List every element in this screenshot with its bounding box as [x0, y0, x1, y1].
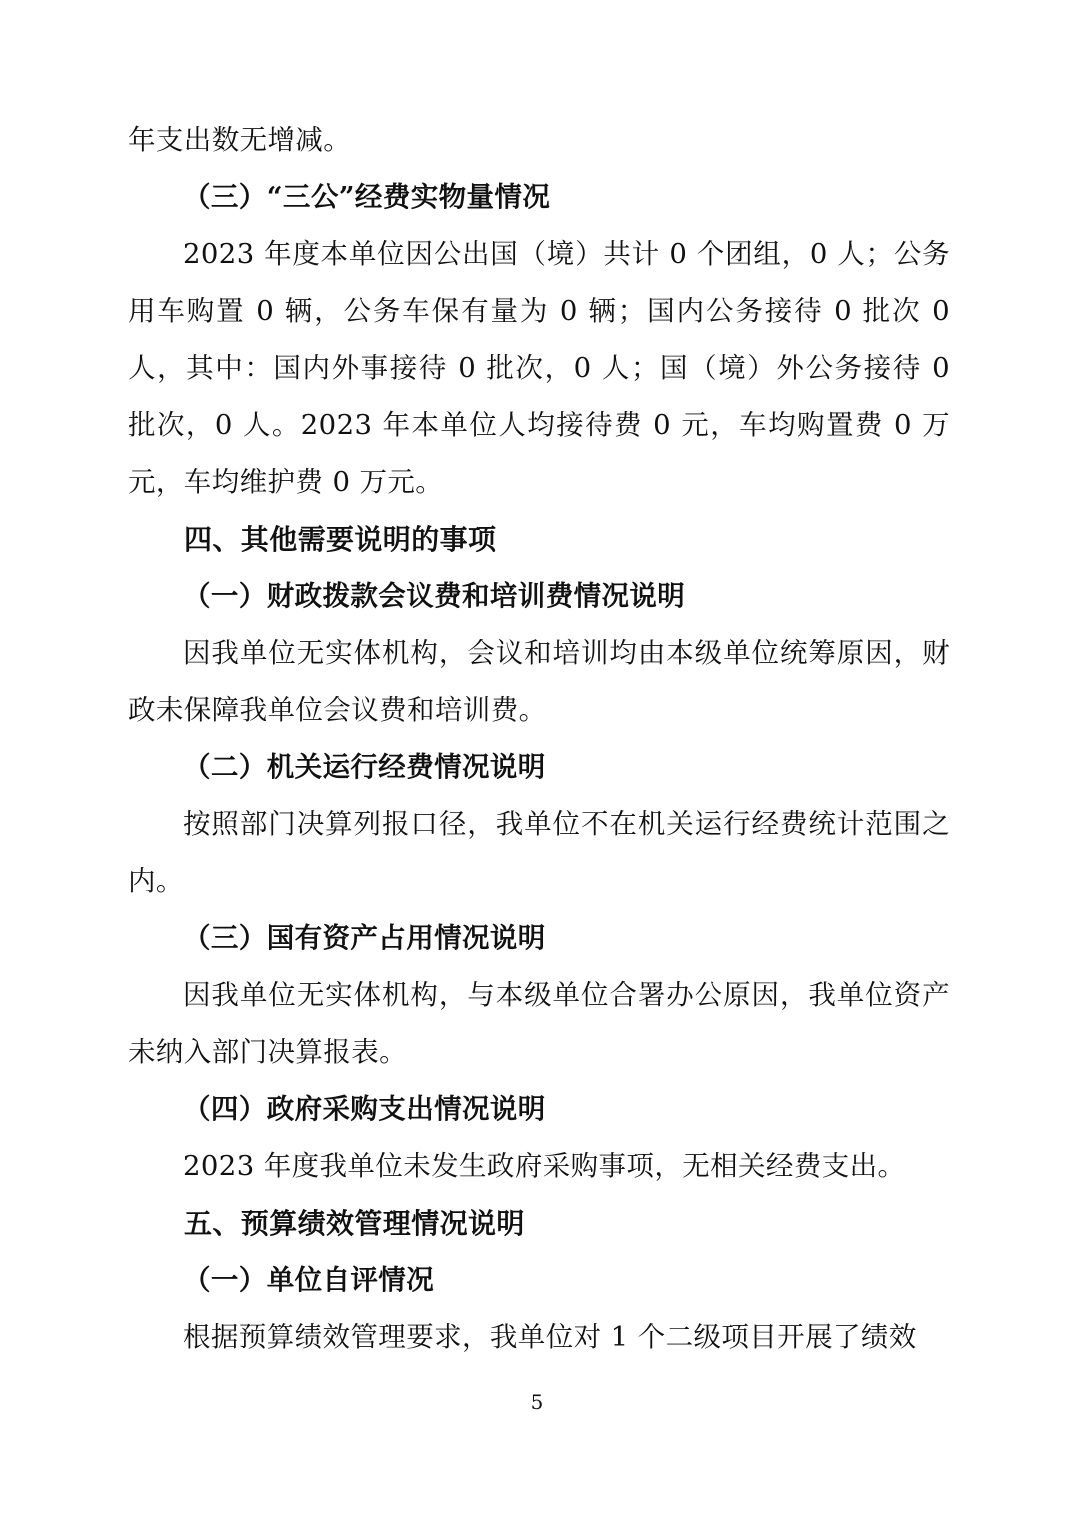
heading-other-matters: 四、其他需要说明的事项: [184, 523, 497, 556]
paragraph-continuation-expenditure: 年支出数无增减。: [128, 124, 352, 156]
paragraph-san-gong-physical-quantity: 2023 年度本单位因公出国（境）共计 0 个团组，0 人；公务用车购置 0 辆，公务车保有量为 0 辆；国内公务接待 0 批次 0 人，其中：国内外事接待 0 批次，0 人；国（境）外公务接待 0 批次，0 人。2023 年本单位人均接待费 0 元，车均购置费 0 万元，车均维护费 0 万元。: [128, 238, 950, 498]
page-number: 5: [530, 1390, 544, 1414]
heading-state-assets-occupation: （三）国有资产占用情况说明: [183, 922, 546, 954]
heading-san-gong-physical-quantity: （三）“三公”经费实物量情况: [183, 181, 551, 213]
paragraph-agency-operating-cost: 按照部门决算列报口径，我单位不在机关运行经费统计范围之内。: [128, 808, 950, 897]
heading-government-procurement: （四）政府采购支出情况说明: [183, 1093, 546, 1125]
heading-unit-self-evaluation: （一）单位自评情况: [183, 1264, 435, 1296]
heading-meeting-training-fee: （一）财政拨款会议费和培训费情况说明: [183, 580, 686, 612]
paragraph-unit-self-evaluation: 根据预算绩效管理要求，我单位对 1 个二级项目开展了绩效: [183, 1321, 917, 1353]
heading-agency-operating-cost: （二）机关运行经费情况说明: [183, 751, 546, 783]
heading-budget-performance-management: 五、预算绩效管理情况说明: [184, 1207, 525, 1240]
paragraph-state-assets-occupation: 因我单位无实体机构，与本级单位合署办公原因，我单位资产未纳入部门决算报表。: [128, 979, 950, 1068]
paragraph-government-procurement: 2023 年度我单位未发生政府采购事项，无相关经费支出。: [183, 1150, 906, 1182]
paragraph-meeting-training-fee: 因我单位无实体机构，会议和培训均由本级单位统筹原因，财政未保障我单位会议费和培训费。: [128, 637, 950, 726]
document-body: [128, 112, 950, 1366]
